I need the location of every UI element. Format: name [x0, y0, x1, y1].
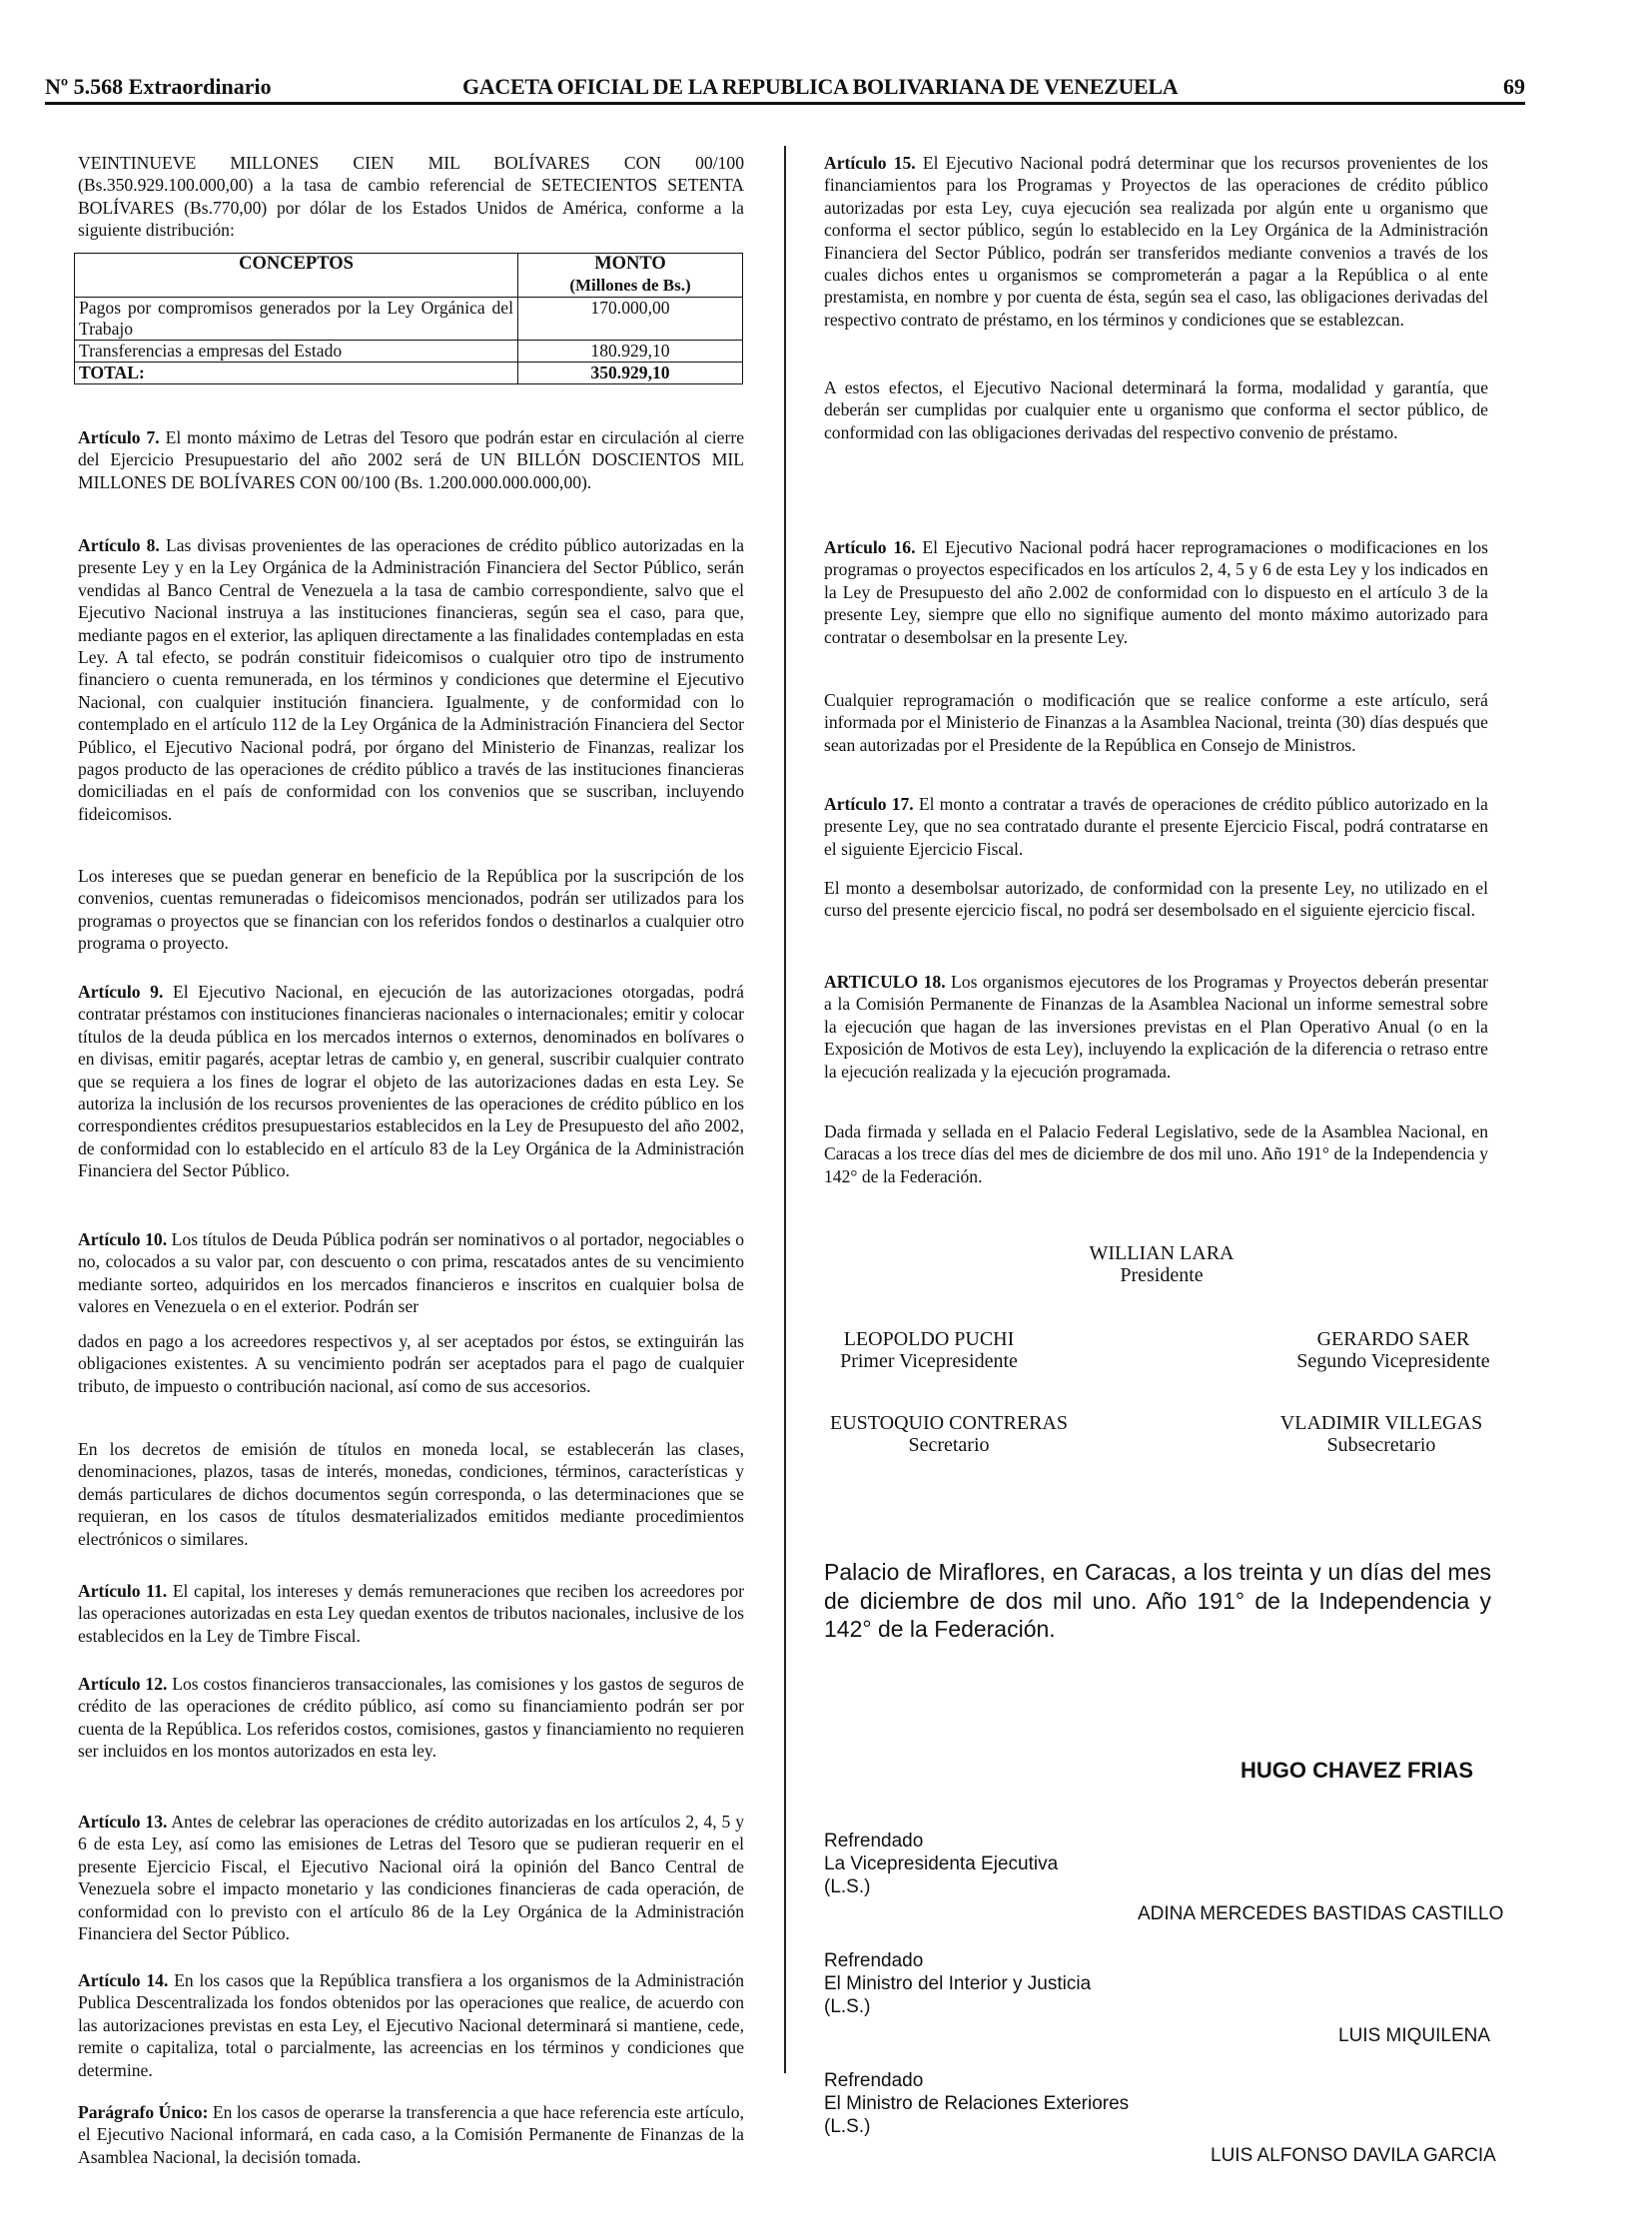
article-10: Artículo 10. Los títulos de Deuda Pública podrán ser nominativos o al portador, negociables o no, colocados a su valor par, con descuento o con prima, rescatados antes de su vencimiento mediante sorteo, adquiridos en los mercados financieros e inscritos en cualquier bolsa de valores en Venezuela o en el exterior. Podrán ser — [78, 1229, 744, 1317]
column-divider — [784, 146, 786, 2073]
table-header-amount: MONTO (Millones de Bs.) — [518, 254, 743, 298]
article-14: Artículo 14. En los casos que la República transfiera a los organismos de la Administración Publica Descentralizada los fondos obtenidos por las operaciones que realice, de acuerdo con las autorizaciones previstas en esta Ley, el Ejecutivo Nacional determinará si mantiene, cede, remite o capitaliza, total o parcialmente, las acreencias en los términos y condiciones que determine. — [78, 1970, 744, 2080]
article-10-paragraph-3: En los decretos de emisión de títulos en moneda local, se establecerán las clases, denominaciones, plazos, tasas de interés, monedas, condiciones, términos, características y demás particulares de dichos documentos según corresponda, o las determinaciones que se requieran, en los casos de títulos desmaterializados emitidos mediante procedimientos electrónicos o similares. — [78, 1439, 744, 1549]
distribution-table — [74, 253, 743, 384]
refrendo-name-1: ADINA MERCEDES BASTIDAS CASTILLO — [1138, 1903, 1504, 1924]
article-16: Artículo 16. El Ejecutivo Nacional podrá hacer reprogramaciones o modificaciones en los programas o proyectos especificados en los artículos 2, 4, 5 y 6 de esta Ley y los indicados en la Ley de Presupuesto del año 2.002 de conformidad con lo dispuesto en el artículo 3 de la presente Ley, siempre que ello no signifique aumento del monto máximo autorizado para contratar o desembolsar en la presente Ley. — [824, 537, 1488, 647]
article-15: Artículo 15. El Ejecutivo Nacional podrá determinar que los recursos provenientes de los financiamientos para los Programas y Proyectos de las operaciones de crédito público autorizadas por esta Ley, cuya ejecución sea realizada por algún ente u organismo que conforma el sector público, según lo establecido en la Ley Orgánica de la Administración Financiera del Sector Público, podrán ser transferidos mediante convenios a través de los cuales dichos entes u organismos se comprometerán a pagar a la República o al ente prestamista, en nombre y por cuenta de ésta, según sea el caso, las obligaciones derivadas del respectivo contrato de préstamo, en los términos y condiciones que se establezcan. — [824, 153, 1488, 330]
table-cell: Pagos por compromisos generados por la Ley Orgánica del Trabajo — [75, 298, 518, 341]
article-8: Artículo 8. Las divisas provenientes de las operaciones de crédito público autorizadas en la presente Ley y en la Ley Orgánica de la Administración Financiera del Sector Público, serán vendidas al Banco Central de Venezuela a la tasa de cambio correspondiente, salvo que el Ejecutivo Nacional instruya a las instituciones financieras, según sea el caso, para que, mediante pagos en el exterior, las apliquen directamente a las finalidades contempladas en esta Ley. A tal efecto, se podrán constituir fideicomisos o cualquier otro tipo de instrumento financiero o cuenta remunerada, en los términos y condiciones que determine el Ejecutivo Nacional, con cualquier institución financiera. Igualmente, y de conformidad con lo contemplado en el artículo 112 de la Ley Orgánica de la Administración Financiera del Sector Público, el Ejecutivo Nacional podrá, por órgano del Ministerio de Finanzas, realizar los pagos producto de las operaciones de crédito público a través de las instituciones financieras domiciliadas en el país de conformidad con los convenios que se suscriban, incluyendo fideicomisos. — [78, 535, 745, 824]
table-cell: TOTAL: — [75, 363, 518, 384]
table-row — [75, 341, 743, 363]
table-row — [75, 298, 743, 341]
article-12: Artículo 12. Los costos financieros transaccionales, las comisiones y los gastos de seguros de crédito de las operaciones de crédito público, así como su financiamiento podrán ser por cuenta de la República. Los referidos costos, comisiones, gastos y financiamiento no requieren ser incluidos en los montos autorizados en esta ley. — [78, 1674, 744, 1762]
article-13: Artículo 13. Antes de celebrar las operaciones de crédito autorizadas en los artículos 2, 4, 5 y 6 de esta Ley, así como las emisiones de Letras del Tesoro que se pudieran requerir en el presente Ejercicio Fiscal, el Ejecutivo Nacional oirá la opinión del Banco Central de Venezuela sobre el impacto monetario y las condiciones financieras de cada operación, de conformidad con lo previsto con el artículo 86 de la Ley Orgánica de la Administración Financiera del Sector Público. — [78, 1812, 745, 1944]
article-9: Artículo 9. El Ejecutivo Nacional, en ejecución de las autorizaciones otorgadas, podrá contratar préstamos con instituciones financieras nacionales o internacionales; emitir y colocar títulos de la deuda pública en los mercados internos o externos, denominados en bolívares o en divisas, emitir pagarés, aceptar letras de cambio y, en general, suscribir cualquier contrato que se requiera a los fines de lograr el objeto de las autorizaciones dadas en esta Ley. Se autoriza la inclusión de los recursos provenientes de las operaciones de crédito público en los correspondientes créditos presupuestarios establecidos en la Ley de Presupuesto del año 2002, de conformidad con lo establecido en el artículo 83 de la Ley Orgánica de la Administración Financiera del Sector Público. — [78, 982, 744, 1181]
article-11: Artículo 11. El capital, los intereses y demás remuneraciones que reciben los acreedores por las operaciones autorizadas en esta Ley quedan exentos de tributos nacionales, inclusive de los establecidos en la Ley de Timbre Fiscal. — [78, 1581, 745, 1646]
signature-president: WILLIAN LARA Presidente — [1089, 1242, 1235, 1286]
article-18: ARTICULO 18. Los organismos ejecutores de los Programas y Proyectos deberán presentar a la Comisión Permanente de Finanzas de la Asamblea Nacional un informe semestral sobre la ejecución que hagan de las inversiones previstas en el Plan Operativo Anual (o en la Exposición de Motivos de esta Ley), incluyendo la explicación de la diferencia o retraso entre la ejecución realizada y la ejecución programada. — [824, 972, 1488, 1082]
refrendo-block-2: Refrendado El Ministro del Interior y Justicia (L.S.) — [824, 1950, 1092, 2017]
article-17: Artículo 17. El monto a contratar a través de operaciones de crédito público autorizado en la presente Ley, que no sea contratado durante el presente Ejercicio Fiscal, podrá contratarse en el siguiente Ejercicio Fiscal. — [824, 794, 1488, 859]
table-cell: 180.929,10 — [518, 341, 743, 363]
article-10-paragraph-2: dados en pago a los acreedores respectivos y, al ser aceptados por éstos, se extinguirán las obligaciones existentes. A su vencimiento podrán ser aceptados para el pago de cualquier tributo, de impuesto o contribución nacional, así como de sus accesorios. — [78, 1331, 744, 1396]
signature-second-vicepresident: GERARDO SAER Segundo Vicepresidente — [1296, 1328, 1490, 1372]
president-name: HUGO CHAVEZ FRIAS — [1240, 1758, 1474, 1783]
table-total-row — [75, 363, 743, 384]
article-7: Artículo 7. El monto máximo de Letras del Tesoro que podrán estar en circulación al cierre del Ejercicio Presupuestario del año 2002 será de UN BILLÓN DOSCIENTOS MIL MILLONES DE BOLÍVARES CON 00/100 (Bs. 1.200.000.000.000,00). — [78, 427, 745, 492]
palacio-paragraph: Palacio de Miraflores, en Caracas, a los treinta y un días del mes de diciembre de dos mil uno. Año 191° de la Independencia y 142° de la Federación. — [824, 1559, 1491, 1642]
dada-firmada-paragraph: Dada firmada y sellada en el Palacio Federal Legislativo, sede de la Asamblea Nacional, en Caracas a los trece días del mes de diciembre de dos mil uno. Año 191° de la Independencia y 142° de la Federación. — [824, 1121, 1488, 1186]
article-15-paragraph-2: A estos efectos, el Ejecutivo Nacional determinará la forma, modalidad y garantía, que deberán ser cumplidas por cualquier ente u organismo que conforma el sector público, de conformidad con las obligaciones derivadas del respectivo convenio de préstamo. — [824, 377, 1488, 442]
refrendo-name-3: LUIS ALFONSO DAVILA GARCIA — [1211, 2145, 1496, 2166]
signature-subsecretary: VLADIMIR VILLEGAS Subsecretario — [1279, 1412, 1483, 1456]
table-cell: Transferencias a empresas del Estado — [75, 341, 518, 363]
article-16-paragraph-2: Cualquier reprogramación o modificación que se realice conforme a este artículo, será informada por el Ministerio de Finanzas a la Asamblea Nacional, treinta (30) días después que sean autorizadas por el Presidente de la República en Consejo de Ministros. — [824, 690, 1488, 755]
page-number: 69 — [1503, 74, 1525, 99]
intro-paragraph: VEINTINUEVE MILLONES CIEN MIL BOLÍVARES CON 00/100 (Bs.350.929.100.000,00) a la tasa de cambio referencial de SETECIENTOS SETENTA BOLÍVARES (Bs.770,00) por dólar de los Estados Unidos de América, conforme a la siguiente distribución: — [78, 153, 744, 241]
issue-number: Nº 5.568 Extraordinario — [45, 74, 272, 99]
article-8-paragraph-2: Los intereses que se puedan generar en beneficio de la República por la suscripción de los convenios, cuentas remuneradas o fideicomisos mencionados, podrán ser utilizados para los programas o proyectos que se financian con los referidos fondos o destinarlos a cualquier otro programa o proyecto. — [78, 866, 744, 954]
table-header-row — [75, 254, 743, 298]
article-17-paragraph-2: El monto a desembolsar autorizado, de conformidad con la presente Ley, no utilizado en el curso del presente ejercicio fiscal, no podrá ser desembolsado en el siguiente ejercicio fiscal. — [824, 878, 1488, 921]
table-header-concepts: CONCEPTOS — [75, 254, 518, 298]
refrendo-block-1: Refrendado La Vicepresidenta Ejecutiva (L.S.) — [824, 1831, 1059, 1897]
signature-first-vicepresident: LEOPOLDO PUCHI Primer Vicepresidente — [840, 1328, 1018, 1372]
refrendo-block-3: Refrendado El Ministro de Relaciones Exteriores (L.S.) — [824, 2070, 1130, 2137]
signature-secretary: EUSTOQUIO CONTRERAS Secretario — [830, 1412, 1068, 1456]
paragraph-unico: Parágrafo Único: En los casos de operarse la transferencia a que hace referencia este artículo, el Ejecutivo Nacional informará, en cada caso, a la Comisión Permanente de Finanzas de la Asamblea Nacional, la decisión tomada. — [78, 2102, 744, 2167]
page-header — [45, 74, 1525, 105]
table-cell: 350.929,10 — [518, 363, 743, 384]
gazette-title: GACETA OFICIAL DE LA REPUBLICA BOLIVARIANA DE VENEZUELA — [462, 74, 1179, 99]
refrendo-name-2: LUIS MIQUILENA — [1338, 2025, 1491, 2046]
table-cell: 170.000,00 — [518, 298, 743, 341]
